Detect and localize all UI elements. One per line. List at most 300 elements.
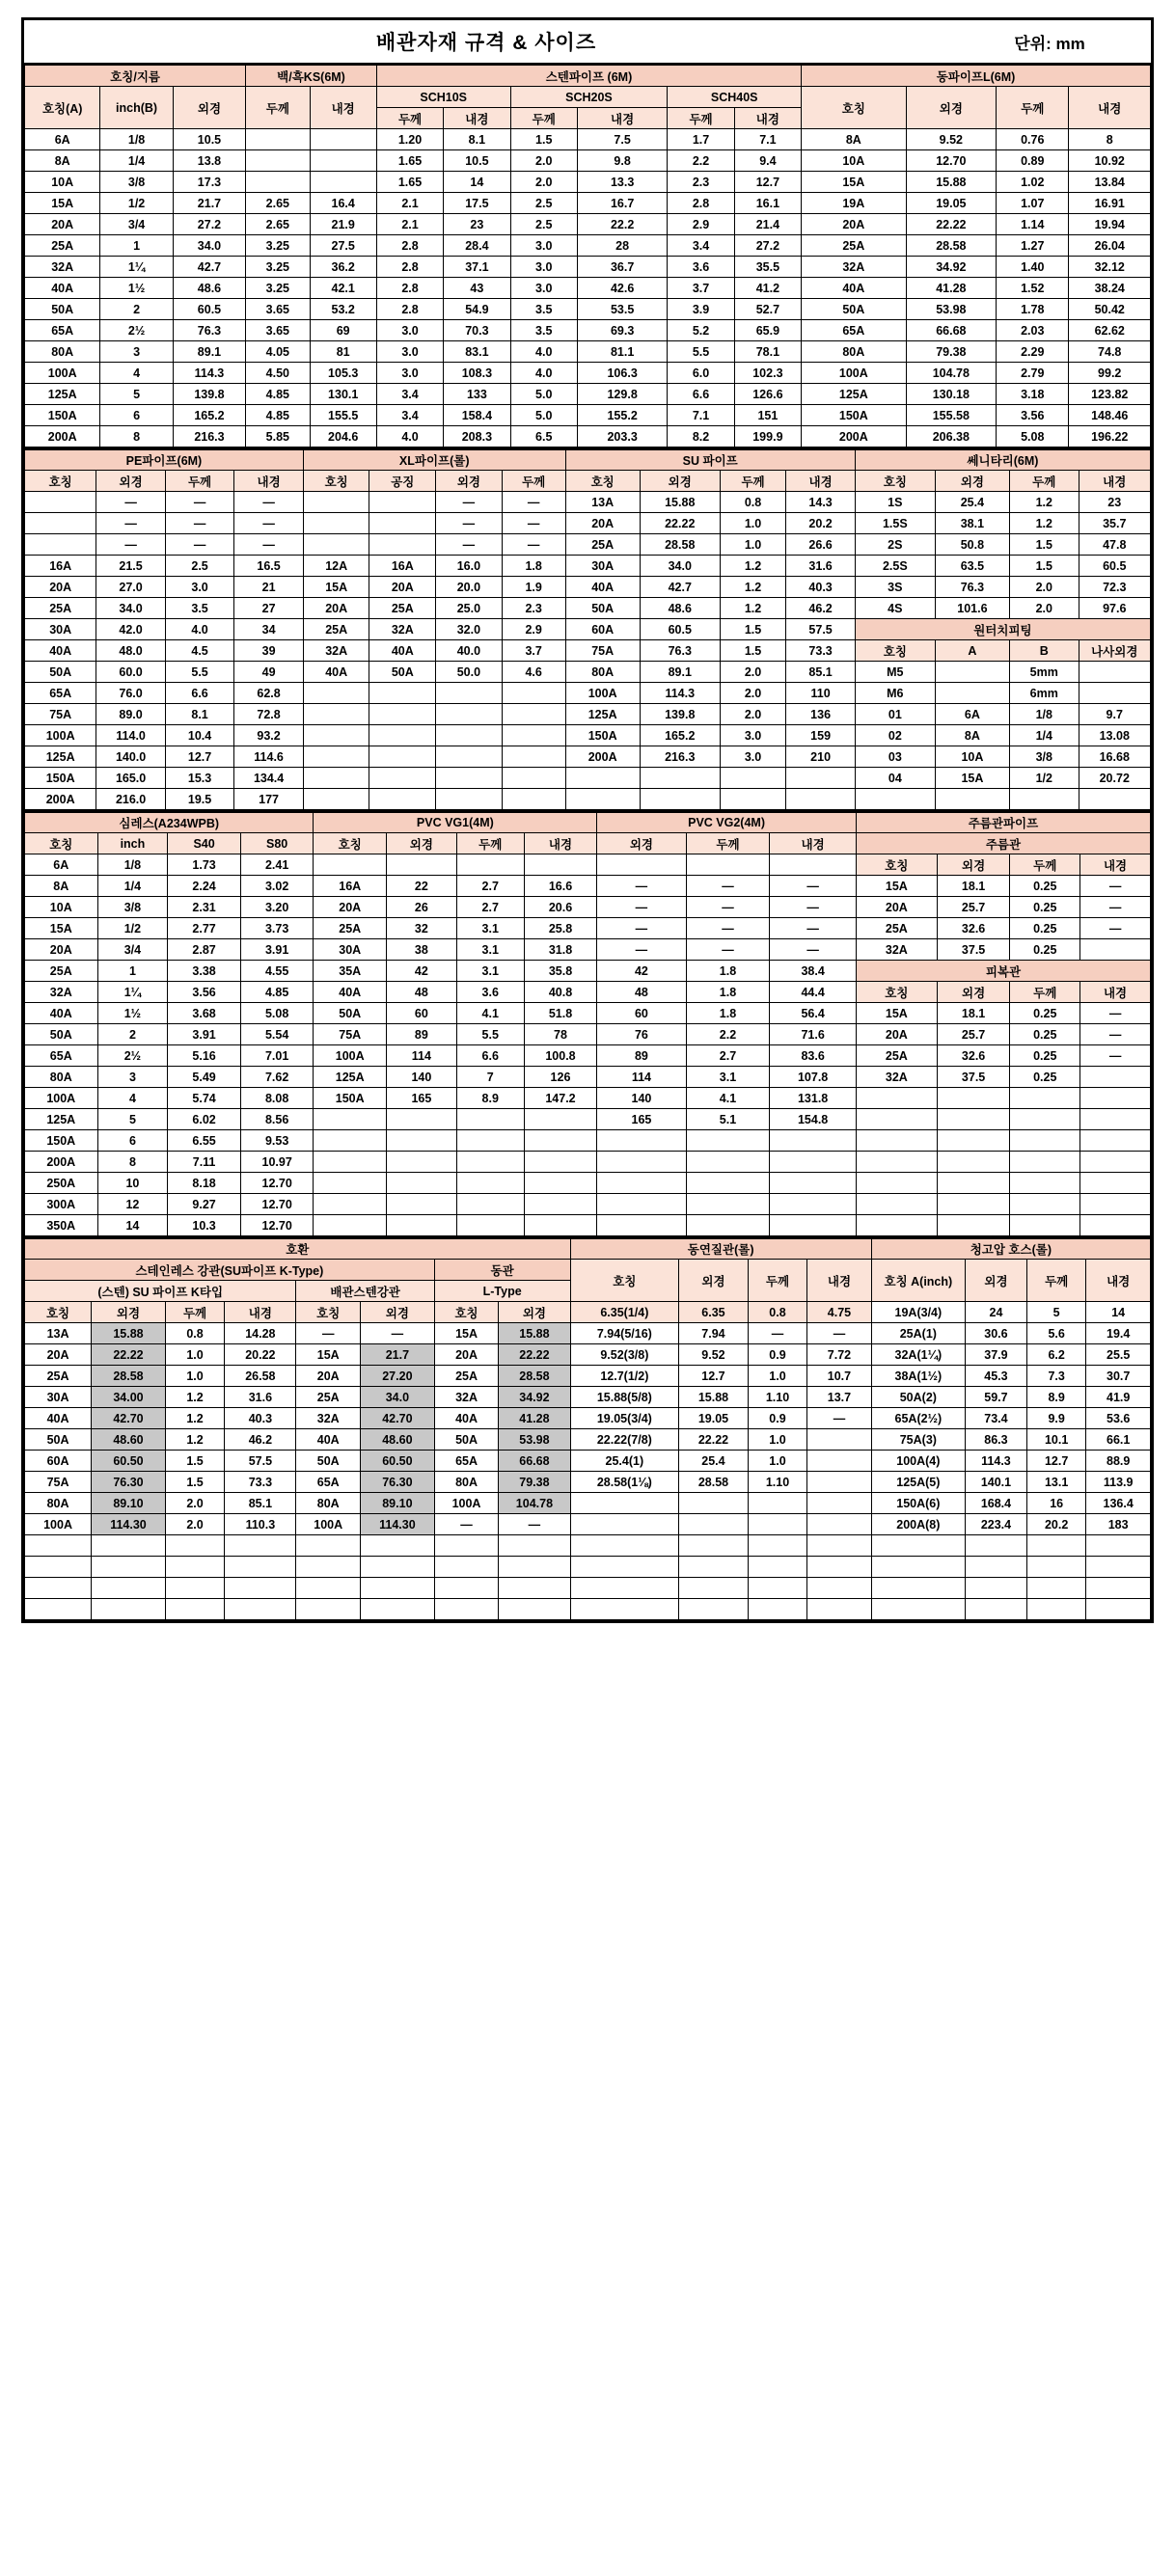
b4-hs-r11c0: [871, 1557, 965, 1578]
col-inchB: inch(B): [100, 87, 173, 129]
b1-r12c10: 126.6: [734, 384, 801, 405]
b4-hh-r13c3: [225, 1599, 296, 1620]
b2-pe-r14c3: 177: [234, 789, 304, 810]
table-row: [25, 1366, 1151, 1387]
b2-pe-r7c3: 39: [234, 640, 304, 662]
b4-hh-r12c5: [361, 1578, 435, 1599]
b3-sl-r6c2: 3.56: [168, 982, 241, 1003]
b3-p2-r5c0: 42: [597, 961, 686, 982]
b3-ju1-r0c3: —: [1080, 876, 1151, 897]
b3-p2-r7c2: 56.4: [770, 1003, 857, 1024]
table-row: [25, 961, 1151, 982]
b2-xl-r3c0: 12A: [303, 556, 369, 577]
table-row: [25, 768, 1151, 789]
b3-sl-r9c3: 7.01: [240, 1045, 314, 1067]
b4-dy-r1c0: 9.52(3/8): [570, 1344, 679, 1366]
b3-sl-r12c2: 6.02: [168, 1109, 241, 1130]
b2-pe-r14c1: 216.0: [96, 789, 165, 810]
table-row: [25, 918, 1151, 939]
b3-p2-r8c2: 71.6: [770, 1024, 857, 1045]
b4-hh-r4c4: 32A: [296, 1408, 361, 1429]
b2-xl-r6c1: 32A: [369, 619, 436, 640]
b3-p2-r14c1: [686, 1152, 770, 1173]
b4-hs-r13c2: [1026, 1599, 1085, 1620]
b2-su-r10c2: 2.0: [720, 704, 786, 725]
b3-p1-r13c1: [387, 1130, 457, 1152]
table-row: [25, 1323, 1151, 1344]
b1-r14c14: 196.22: [1069, 426, 1151, 447]
b2-pe-r4c1: 27.0: [96, 577, 165, 598]
b3-p2-r11c0: 140: [597, 1088, 686, 1109]
b2-su-r14c3: [786, 789, 856, 810]
b3-p1-col2: 두께: [456, 833, 524, 854]
b3-p1-r9c2: 6.6: [456, 1045, 524, 1067]
b3-ju-empty-r17c1: [937, 1215, 1010, 1236]
b2-pe-r0c3: —: [234, 492, 304, 513]
b3-sl-r8c3: 5.54: [240, 1024, 314, 1045]
b1-r12c6: 133: [444, 384, 510, 405]
b1-r6c9: 3.6: [668, 257, 734, 278]
b1-r11c14: 99.2: [1069, 363, 1151, 384]
b2-san-r1c0: 1.5S: [855, 513, 935, 534]
b3-sl-r14c0: 200A: [25, 1152, 98, 1173]
section-title-su: SU 파이프: [565, 449, 855, 471]
b2-fit-r5c2: 1/2: [1010, 768, 1079, 789]
b3-sl-r5c2: 3.38: [168, 961, 241, 982]
b2-san-empty-r14c1: [935, 789, 1009, 810]
b4-dy-r12c3: [807, 1578, 872, 1599]
b1-r9c8: 69.3: [577, 320, 667, 341]
b2-xl-r5c3: 2.3: [502, 598, 565, 619]
b2-fit-r2c0: 01: [855, 704, 935, 725]
b3-sl-r14c1: 8: [97, 1152, 168, 1173]
b1-r1c10: 9.4: [734, 150, 801, 172]
b3-sl-r4c0: 20A: [25, 939, 98, 961]
b2-pe-r9c1: 76.0: [96, 683, 165, 704]
b2-xl-r3c1: 16A: [369, 556, 436, 577]
b3-p1-r1c2: 2.7: [456, 876, 524, 897]
b4-hs-r10c1: [965, 1535, 1026, 1557]
page-title: 배관자재 규격 & 사이즈: [375, 32, 597, 54]
b3-p1-r17c2: [456, 1215, 524, 1236]
hose-col-3: 내경: [1086, 1260, 1151, 1302]
b4-hs-r12c1: [965, 1578, 1026, 1599]
b2-san-r5c1: 101.6: [935, 598, 1009, 619]
b2-pe-r4c0: 20A: [25, 577, 96, 598]
b4-hs-r1c2: 6.2: [1026, 1344, 1085, 1366]
b4-dy-r13c1: [679, 1599, 749, 1620]
b1-r14c0: 200A: [25, 426, 100, 447]
b2-su-r7c1: 76.3: [640, 640, 720, 662]
b1-r4c0: 20A: [25, 214, 100, 235]
b2-pe-r13c3: 134.4: [234, 768, 304, 789]
b3-p2-r16c1: [686, 1194, 770, 1215]
b2-fit-r5c3: 20.72: [1079, 768, 1151, 789]
b4-hh-r13c4: [296, 1599, 361, 1620]
b3-ju2-col1: 외경: [937, 982, 1010, 1003]
b2-su-r11c0: 150A: [565, 725, 640, 746]
b4-hh-r8c3: 85.1: [225, 1493, 296, 1514]
b2-xl-r5c0: 20A: [303, 598, 369, 619]
b2-pe-r10c0: 75A: [25, 704, 96, 725]
b1-r12c0: 125A: [25, 384, 100, 405]
b1-r4c6: 23: [444, 214, 510, 235]
b3-p1-r3c0: 25A: [314, 918, 387, 939]
b3-p1-r1c3: 16.6: [524, 876, 597, 897]
b4-hs-r8c0: 150A(6): [871, 1493, 965, 1514]
b1-r8c14: 50.42: [1069, 299, 1151, 320]
b4-hh-r6c0: 60A: [25, 1451, 92, 1472]
b4-hh-r11c0: [25, 1557, 92, 1578]
b1-r13c5: 3.4: [376, 405, 443, 426]
b2-pe-r1c0: [25, 513, 96, 534]
b4-hh-r13c0: [25, 1599, 92, 1620]
b2-su-r1c1: 22.22: [640, 513, 720, 534]
b2-pe-r10c3: 72.8: [234, 704, 304, 725]
b1-r14c9: 8.2: [668, 426, 734, 447]
section-title-seamless: 심레스(A234WPB): [25, 812, 314, 833]
table-row: [25, 1194, 1151, 1215]
b4-hh-r10c2: [165, 1535, 224, 1557]
b3-ju2-r1c1: 25.7: [937, 1024, 1010, 1045]
b1-r11c6: 108.3: [444, 363, 510, 384]
b2-pe-r4c2: 3.0: [165, 577, 233, 598]
section-title-dongyeon: 동연질관(롤): [570, 1238, 871, 1260]
b4-dy-r3c1: 15.88: [679, 1387, 749, 1408]
b1-r9c14: 62.62: [1069, 320, 1151, 341]
b2-pe-r14c0: 200A: [25, 789, 96, 810]
su-col-0: 호칭: [565, 471, 640, 492]
b4-hs-r10c2: [1026, 1535, 1085, 1557]
b2-san-r4c0: 3S: [855, 577, 935, 598]
b2-fit-r2c3: 9.7: [1079, 704, 1151, 725]
b2-xl-r11c0: [303, 725, 369, 746]
b3-p1-r3c3: 25.8: [524, 918, 597, 939]
b2-pe-r11c3: 93.2: [234, 725, 304, 746]
b4-hh-r5c3: 46.2: [225, 1429, 296, 1451]
b2-san-r0c3: 23: [1079, 492, 1151, 513]
table-row: [25, 577, 1151, 598]
b4-dy-r0c2: —: [748, 1323, 806, 1344]
b4-hh-r5c0: 50A: [25, 1429, 92, 1451]
b3-p2-r4c1: —: [686, 939, 770, 961]
b3-p2-r3c2: —: [770, 918, 857, 939]
b3-p1-col3: 내경: [524, 833, 597, 854]
b1-r1c2: 13.8: [173, 150, 245, 172]
b1-r14c8: 203.3: [577, 426, 667, 447]
hose-r0c3: 14: [1086, 1302, 1151, 1323]
hh-col-2: 두께: [165, 1302, 224, 1323]
dy-col-3: 내경: [807, 1260, 872, 1302]
b4-dy-r9c1: [679, 1514, 749, 1535]
b1-r1c8: 9.8: [577, 150, 667, 172]
b3-sl-r5c1: 1: [97, 961, 168, 982]
b2-xl-r1c2: —: [436, 513, 503, 534]
b3-p1-r12c3: [524, 1109, 597, 1130]
b2-xl-r14c2: [436, 789, 503, 810]
b2-su-r8c1: 89.1: [640, 662, 720, 683]
dy-hdr-r0c3: 4.75: [807, 1302, 872, 1323]
b2-su-r10c0: 125A: [565, 704, 640, 725]
b2-xl-r9c2: [436, 683, 503, 704]
b2-san-r5c3: 97.6: [1079, 598, 1151, 619]
b3-ju2-r3c0: 32A: [856, 1067, 937, 1088]
b4-hh-r13c6: [434, 1599, 499, 1620]
b4-dy-r7c0: 28.58(1⅛): [570, 1472, 679, 1493]
b2-fit-col1: A: [935, 640, 1009, 662]
b2-pe-r8c1: 60.0: [96, 662, 165, 683]
b2-pe-r6c0: 30A: [25, 619, 96, 640]
b3-p2-r12c2: 154.8: [770, 1109, 857, 1130]
table-row: [25, 214, 1151, 235]
b4-dy-r11c3: [807, 1557, 872, 1578]
b4-hh-r9c0: 100A: [25, 1514, 92, 1535]
b1-r13c10: 151: [734, 405, 801, 426]
hh-col-3: 내경: [225, 1302, 296, 1323]
b3-p2-r10c1: 3.1: [686, 1067, 770, 1088]
b1-r10c14: 74.8: [1069, 341, 1151, 363]
b1-r6c4: 36.2: [310, 257, 376, 278]
b2-su-r5c1: 48.6: [640, 598, 720, 619]
b3-ju2-r1c3: —: [1080, 1024, 1151, 1045]
b3-ju-empty-r11c1: [937, 1088, 1010, 1109]
b1-r6c3: 3.25: [246, 257, 310, 278]
b1-r4c3: 2.65: [246, 214, 310, 235]
b4-hs-r0c3: 19.4: [1086, 1323, 1151, 1344]
b4-hh-r12c4: [296, 1578, 361, 1599]
fitting-title: 원터치피팅: [855, 619, 1150, 640]
b4-hh-r12c2: [165, 1578, 224, 1599]
b3-ju2-r3c2: 0.25: [1010, 1067, 1080, 1088]
b4-hs-r4c2: 9.9: [1026, 1408, 1085, 1429]
b2-xl-r4c1: 20A: [369, 577, 436, 598]
b2-su-r6c2: 1.5: [720, 619, 786, 640]
b1-r0c5: 1.20: [376, 129, 443, 150]
b4-hh-r10c3: [225, 1535, 296, 1557]
b2-pe-r6c3: 34: [234, 619, 304, 640]
table-row: [25, 725, 1151, 746]
b1-r10c6: 83.1: [444, 341, 510, 363]
b1-r2c5: 1.65: [376, 172, 443, 193]
b3-ju-empty-r11c2: [1010, 1088, 1080, 1109]
b2-pe-r7c2: 4.5: [165, 640, 233, 662]
block4-table: [24, 1236, 1151, 1620]
b2-xl-r4c3: 1.9: [502, 577, 565, 598]
b4-hs-r13c3: [1086, 1599, 1151, 1620]
san-col-2: 두께: [1010, 471, 1079, 492]
b1-r10c0: 80A: [25, 341, 100, 363]
b3-p1-r14c2: [456, 1152, 524, 1173]
b1-r11c9: 6.0: [668, 363, 734, 384]
b3-ju2-r0c2: 0.25: [1010, 1003, 1080, 1024]
b1-r0c14: 8: [1069, 129, 1151, 150]
b1-r8c2: 60.5: [173, 299, 245, 320]
b4-hh-r3c0: 30A: [25, 1387, 92, 1408]
b1-r11c13: 2.79: [997, 363, 1069, 384]
b3-ju2-r0c1: 18.1: [937, 1003, 1010, 1024]
b4-hs-r7c1: 140.1: [965, 1472, 1026, 1493]
b2-su-r5c3: 46.2: [786, 598, 856, 619]
b3-p2-r2c1: —: [686, 897, 770, 918]
b1-r0c2: 10.5: [173, 129, 245, 150]
b2-pe-r5c1: 34.0: [96, 598, 165, 619]
b1-r7c7: 3.0: [510, 278, 577, 299]
b3-sl-r17c0: 350A: [25, 1215, 98, 1236]
b3-p1-r7c1: 60: [387, 1003, 457, 1024]
b3-sl-col1: inch: [97, 833, 168, 854]
b1-r13c14: 148.46: [1069, 405, 1151, 426]
b4-dy-r10c1: [679, 1535, 749, 1557]
b4-hh-r1c5: 21.7: [361, 1344, 435, 1366]
b3-sl-r11c2: 5.74: [168, 1088, 241, 1109]
b1-r11c10: 102.3: [734, 363, 801, 384]
b3-p2-r17c0: [597, 1215, 686, 1236]
b3-p2-r11c1: 4.1: [686, 1088, 770, 1109]
hh-col-1: 외경: [92, 1302, 166, 1323]
b1-r5c3: 3.25: [246, 235, 310, 257]
b1-r9c0: 65A: [25, 320, 100, 341]
b3-p2-r6c1: 1.8: [686, 982, 770, 1003]
b2-xl-r10c3: [502, 704, 565, 725]
b4-dy-r1c2: 0.9: [748, 1344, 806, 1366]
b3-p1-r15c2: [456, 1173, 524, 1194]
b1-r7c9: 3.7: [668, 278, 734, 299]
b3-p1-r4c1: 38: [387, 939, 457, 961]
title-bar: [24, 20, 1151, 65]
table-row: [25, 1514, 1151, 1535]
b3-p2-r15c1: [686, 1173, 770, 1194]
b4-dy-r2c3: 10.7: [807, 1366, 872, 1387]
b1-r8c6: 54.9: [444, 299, 510, 320]
b2-pe-r12c3: 114.6: [234, 746, 304, 768]
jureum-title-1: 주름관: [856, 833, 1150, 854]
b1-r13c3: 4.85: [246, 405, 310, 426]
b1-r12c12: 130.18: [906, 384, 996, 405]
section-title-pvc1: PVC VG1(4M): [314, 812, 597, 833]
b2-san-r2c0: 2S: [855, 534, 935, 556]
b2-su-r3c0: 30A: [565, 556, 640, 577]
b4-hs-r10c3: [1086, 1535, 1151, 1557]
b2-xl-r7c3: 3.7: [502, 640, 565, 662]
b1-r6c11: 32A: [802, 257, 907, 278]
san-col-1: 외경: [935, 471, 1009, 492]
b3-p2-r16c2: [770, 1194, 857, 1215]
b3-p1-r12c0: [314, 1109, 387, 1130]
b4-dy-r13c2: [748, 1599, 806, 1620]
b3-p2-col1: 두께: [686, 833, 770, 854]
b1-r11c0: 100A: [25, 363, 100, 384]
b3-ju2-r3c3: [1080, 1067, 1151, 1088]
b1-r12c13: 3.18: [997, 384, 1069, 405]
hh-col-7: 외경: [499, 1302, 570, 1323]
b3-ju2-r0c3: —: [1080, 1003, 1151, 1024]
b4-hh-r7c3: 73.3: [225, 1472, 296, 1493]
b2-su-r7c3: 73.3: [786, 640, 856, 662]
b3-p1-r2c1: 26: [387, 897, 457, 918]
b3-ju-col2: 두께: [1010, 854, 1080, 876]
b3-sl-r14c3: 10.97: [240, 1152, 314, 1173]
b4-hh-r8c1: 89.10: [92, 1493, 166, 1514]
b2-su-r0c1: 15.88: [640, 492, 720, 513]
hh-col-5: 외경: [361, 1302, 435, 1323]
b2-pe-r11c1: 114.0: [96, 725, 165, 746]
table-row: [25, 1451, 1151, 1472]
b4-hs-r8c1: 168.4: [965, 1493, 1026, 1514]
b3-p1-r9c0: 100A: [314, 1045, 387, 1067]
b3-ju2-r2c2: 0.25: [1010, 1045, 1080, 1067]
b3-p2-r1c2: —: [770, 876, 857, 897]
block3-table: [24, 810, 1151, 1236]
b1-r9c3: 3.65: [246, 320, 310, 341]
b3-sl-r12c1: 5: [97, 1109, 168, 1130]
b1-r11c2: 114.3: [173, 363, 245, 384]
b1-r1c1: 1/4: [100, 150, 173, 172]
b3-sl-r6c0: 32A: [25, 982, 98, 1003]
b3-ju-empty-r15c0: [856, 1173, 937, 1194]
b2-fit-r0c1: [935, 662, 1009, 683]
col-sch10s: SCH10S: [376, 87, 510, 108]
b3-p2-r0c1: [686, 854, 770, 876]
b1-r6c1: 1¼: [100, 257, 173, 278]
b1-r11c11: 100A: [802, 363, 907, 384]
b3-sl-r4c1: 3/4: [97, 939, 168, 961]
b2-pe-r8c2: 5.5: [165, 662, 233, 683]
b1-r8c5: 2.8: [376, 299, 443, 320]
b2-pe-r9c0: 65A: [25, 683, 96, 704]
b3-sl-r3c0: 15A: [25, 918, 98, 939]
section-title-ks: 백/흑KS(6M): [246, 66, 377, 87]
b4-dy-r10c3: [807, 1535, 872, 1557]
b2-su-r2c2: 1.0: [720, 534, 786, 556]
b1-r1c11: 10A: [802, 150, 907, 172]
b4-hh-r0c2: 0.8: [165, 1323, 224, 1344]
b2-su-r9c3: 110: [786, 683, 856, 704]
b4-hs-r2c0: 38A(1½): [871, 1366, 965, 1387]
b2-xl-r5c1: 25A: [369, 598, 436, 619]
b3-p2-r2c0: —: [597, 897, 686, 918]
b2-su-r9c1: 114.3: [640, 683, 720, 704]
b3-sl-r8c0: 50A: [25, 1024, 98, 1045]
b3-sl-r2c1: 3/8: [97, 897, 168, 918]
b2-su-r14c1: [640, 789, 720, 810]
b3-sl-r15c3: 12.70: [240, 1173, 314, 1194]
b3-p1-r2c3: 20.6: [524, 897, 597, 918]
b4-hh-r7c0: 75A: [25, 1472, 92, 1493]
b4-dy-r13c3: [807, 1599, 872, 1620]
b3-ju-empty-r14c2: [1010, 1152, 1080, 1173]
b3-sl-r0c1: 1/8: [97, 854, 168, 876]
b2-su-r2c0: 25A: [565, 534, 640, 556]
b2-su-r5c2: 1.2: [720, 598, 786, 619]
b2-xl-r9c0: [303, 683, 369, 704]
b4-hs-r8c2: 16: [1026, 1493, 1085, 1514]
b3-p1-r7c2: 4.1: [456, 1003, 524, 1024]
b1-r2c1: 3/8: [100, 172, 173, 193]
b2-pe-r6c2: 4.0: [165, 619, 233, 640]
b2-pe-r0c0: [25, 492, 96, 513]
b1-r4c13: 1.14: [997, 214, 1069, 235]
b3-ju-empty-r15c3: [1080, 1173, 1151, 1194]
b3-p2-r8c0: 76: [597, 1024, 686, 1045]
b2-su-r7c2: 1.5: [720, 640, 786, 662]
b4-hs-r2c2: 7.3: [1026, 1366, 1085, 1387]
b3-p1-r6c3: 40.8: [524, 982, 597, 1003]
b2-su-r4c1: 42.7: [640, 577, 720, 598]
table-row: [25, 1109, 1151, 1130]
b2-xl-r3c2: 16.0: [436, 556, 503, 577]
b2-fit-r1c0: M6: [855, 683, 935, 704]
b3-sl-r16c1: 12: [97, 1194, 168, 1215]
